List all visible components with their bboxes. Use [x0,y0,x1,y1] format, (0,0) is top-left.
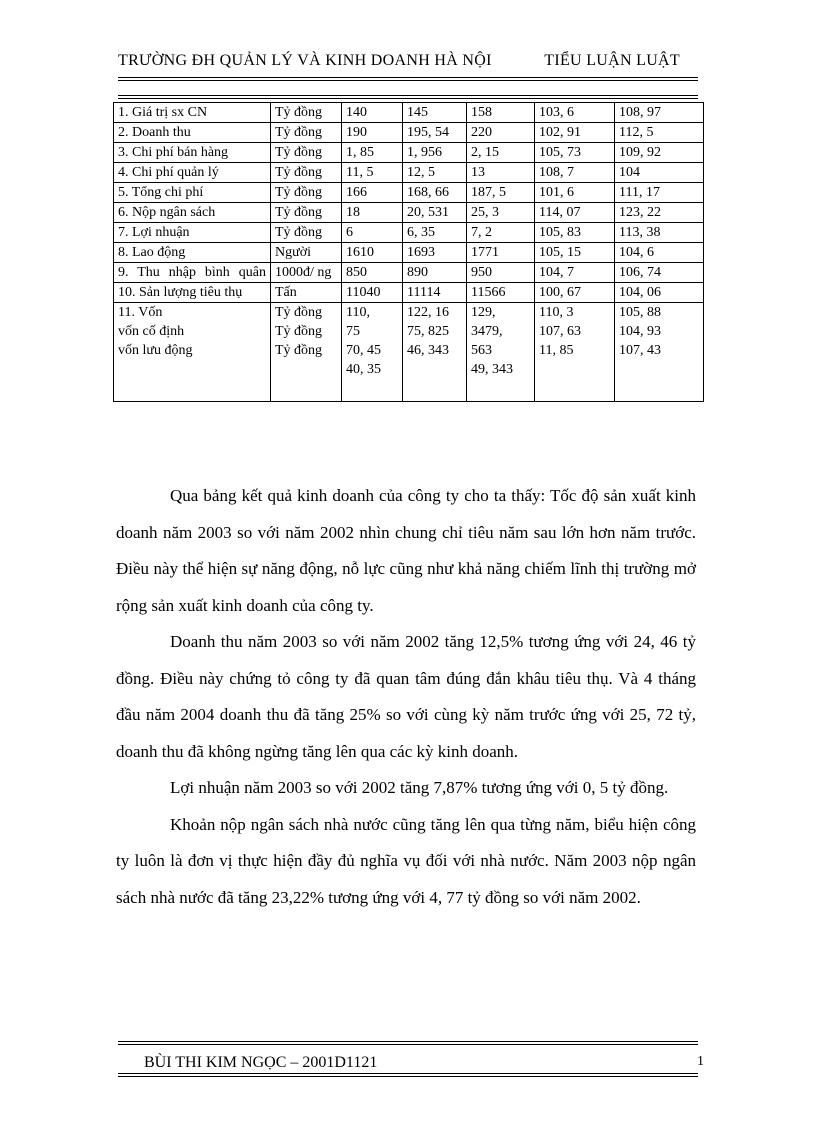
table-cell: 20, 531 [403,203,467,223]
table-cell: 1000đ/ ng [271,263,342,283]
table-cell: 113, 38 [615,223,704,243]
table-cell: 102, 91 [535,123,615,143]
paragraph: Doanh thu năm 2003 so với năm 2002 tăng 12,5% tương ứng với 24, 46 tỷ đồng. Điều này chứng tỏ công ty đã quan tâm đúng đắn khâu tiêu thụ. Và 4 tháng đầu năm 2004 doanh thu đã tăng 25% so với cùng kỳ năm trước ứng với 25, 72 tỷ, doanh thu đã không ngừng tăng lên qua các kỳ kinh doanh. [116,632,696,761]
table-cell: 100, 67 [535,283,615,303]
table-row [114,223,704,243]
table-cell: 104, 06 [615,283,704,303]
table-cell: 6 [342,223,403,243]
table-cell: Tấn [271,283,342,303]
table-cell: 10. Sản lượng tiêu thụ [114,283,271,303]
table-cell: 1, 956 [403,143,467,163]
table-cell: 105, 73 [535,143,615,163]
table-cell: 12, 5 [403,163,467,183]
table-cell: 9. Thu nhập bình quân [114,263,271,283]
table-cell: 11. Vốn vốn cố định vốn lưu động [114,303,271,402]
table-cell: 13 [467,163,535,183]
table-cell: 109, 92 [615,143,704,163]
table-cell: 158 [467,103,535,123]
author-line: BÙI THI KIM NGỌC – 2001D1121 [144,1054,378,1071]
table-cell: 105, 88 104, 93 107, 43 [615,303,704,402]
table-cell: 11566 [467,283,535,303]
table-cell: 890 [403,263,467,283]
table-cell: 106, 74 [615,263,704,283]
header-rule-4 [118,98,698,99]
table-cell: 950 [467,263,535,283]
table-cell: 103, 6 [535,103,615,123]
table-cell: 104, 7 [535,263,615,283]
table-row [114,183,704,203]
table-cell: Tỷ đồng [271,183,342,203]
table-cell: Tỷ đồng Tỷ đồng Tỷ đồng [271,303,342,402]
table-cell: 108, 97 [615,103,704,123]
header-rule-2 [118,80,698,81]
table-cell: 105, 83 [535,223,615,243]
table-cell: 6. Nộp ngân sách [114,203,271,223]
table-cell: 850 [342,263,403,283]
table-cell: 7, 2 [467,223,535,243]
table-cell: 129, 3479, 563 49, 343 [467,303,535,402]
table-cell: 11, 5 [342,163,403,183]
header-rule-1 [118,77,698,78]
table-cell: 105, 15 [535,243,615,263]
table-cell: Người [271,243,342,263]
paragraph: Lợi nhuận năm 2003 so với 2002 tăng 7,87% tương ứng với 0, 5 tỷ đồng. [170,778,669,797]
table-row [114,243,704,263]
header-rule-3 [118,95,698,96]
table-cell: 114, 07 [535,203,615,223]
table-cell: 3. Chi phí bán hàng [114,143,271,163]
business-results-table [113,102,704,402]
table-cell: 123, 22 [615,203,704,223]
table-cell: 5. Tổng chi phí [114,183,271,203]
table-cell: 4. Chi phí quản lý [114,163,271,183]
document-subject: TIỂU LUẬN LUẬT [544,52,680,69]
table-cell: 11040 [342,283,403,303]
table-cell: 1. Giá trị sx CN [114,103,271,123]
table-row [114,283,704,303]
table-cell: 122, 16 75, 825 46, 343 [403,303,467,402]
footer-rule-3 [118,1073,698,1074]
table-cell: 145 [403,103,467,123]
footer-rule-1 [118,1041,698,1042]
table-cell: 11114 [403,283,467,303]
table-cell: 1, 85 [342,143,403,163]
table-cell: 1693 [403,243,467,263]
table-row [114,263,704,283]
table-cell: 112, 5 [615,123,704,143]
page-number: 1 [697,1054,704,1069]
school-name: TRƯỜNG ĐH QUẢN LÝ VÀ KINH DOANH HÀ NỘI [118,52,492,69]
table-cell: 6, 35 [403,223,467,243]
table-cell: Tỷ đồng [271,123,342,143]
paragraph: Qua bảng kết quả kinh doanh của công ty cho ta thấy: Tốc độ sản xuất kinh doanh năm 2003 so với năm 2002 nhìn chung chỉ tiêu năm sau lớn hơn năm trước. Điều này thể hiện sự năng động, nỗ lực cũng như khả năng chiếm lĩnh thị trường mở rộng sản xuất kinh doanh của công ty. [116,486,696,615]
table-cell: 187, 5 [467,183,535,203]
table-cell: 2. Doanh thu [114,123,271,143]
table-cell: Tỷ đồng [271,143,342,163]
table-row [114,123,704,143]
table-cell: 140 [342,103,403,123]
table-cell: Tỷ đồng [271,103,342,123]
footer-rule-4 [118,1076,698,1077]
footer-rule-2 [118,1044,698,1045]
table-cell: 195, 54 [403,123,467,143]
table-cell: Tỷ đồng [271,163,342,183]
table-cell: 168, 66 [403,183,467,203]
page-header [118,52,698,76]
table-cell: 110, 3 107, 63 11, 85 [535,303,615,402]
table-cell: 101, 6 [535,183,615,203]
table-row [114,303,704,402]
table-row [114,143,704,163]
page-footer [144,1054,704,1072]
table-cell: 1610 [342,243,403,263]
table-row [114,103,704,123]
table-cell: 2, 15 [467,143,535,163]
table-cell: 111, 17 [615,183,704,203]
analysis-text [116,478,696,916]
table-cell: 190 [342,123,403,143]
table-row [114,203,704,223]
table-cell: 104 [615,163,704,183]
table-cell: 7. Lợi nhuận [114,223,271,243]
table-cell: 166 [342,183,403,203]
table-cell: 1771 [467,243,535,263]
table-cell: Tỷ đồng [271,223,342,243]
table-cell: 108, 7 [535,163,615,183]
table-row [114,163,704,183]
table-cell: 8. Lao động [114,243,271,263]
table-cell: Tỷ đồng [271,203,342,223]
table-cell: 25, 3 [467,203,535,223]
table-cell: 110, 75 70, 45 40, 35 [342,303,403,402]
paragraph: Khoản nộp ngân sách nhà nước cũng tăng lên qua từng năm, biểu hiện công ty luôn là đơn vị thực hiện đầy đủ nghĩa vụ đối với nhà nước. Năm 2003 nộp ngân sách nhà nước đã tăng 23,22% tương ứng với 4, 77 tỷ đồng so với năm 2002. [116,814,696,907]
table-cell: 104, 6 [615,243,704,263]
table-cell: 220 [467,123,535,143]
table-cell: 18 [342,203,403,223]
